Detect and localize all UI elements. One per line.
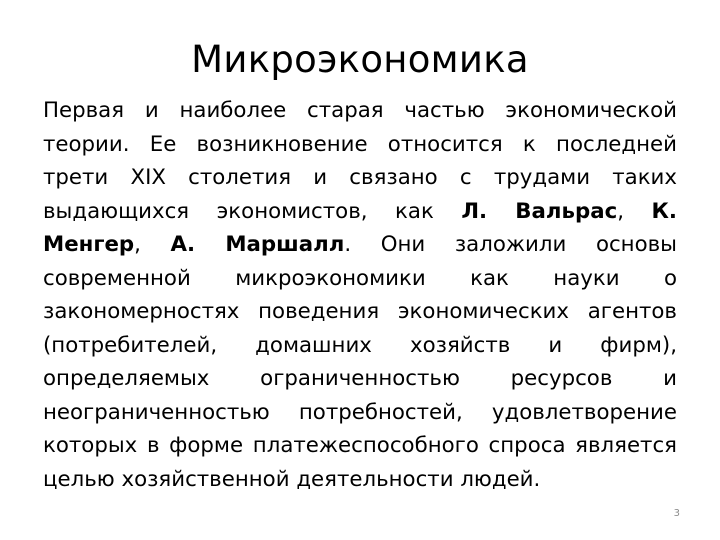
paragraph-text-end: . Они заложили основы современной микроэкономики как науки о закономерностях поведения экономических агентов (потребителей, домашних хозяйств и фирм), определяемых ограниченностью ресурсов и неограниченностью потребностей, удовлетворение которых в форме платежеспособного спроса является целью хозяйственной деятельности людей. [43, 232, 677, 492]
economist-name-walras: Л. Вальрас [461, 198, 618, 224]
slide-number: 3 [673, 508, 680, 519]
separator: , [617, 198, 652, 224]
slide-title: Микроэкономика [191, 38, 529, 81]
paragraph-text-start: Первая и наиболее старая частью экономической теории. Ее возникновение относится к последней трети XIX столетия и связано с трудами таких выдающихся экономистов, как [43, 98, 677, 224]
economist-name-menger: К. Менгер [43, 198, 677, 257]
body-paragraph [43, 94, 677, 496]
economist-name-marshall: А. Маршалл [170, 232, 345, 257]
separator: , [134, 232, 171, 257]
